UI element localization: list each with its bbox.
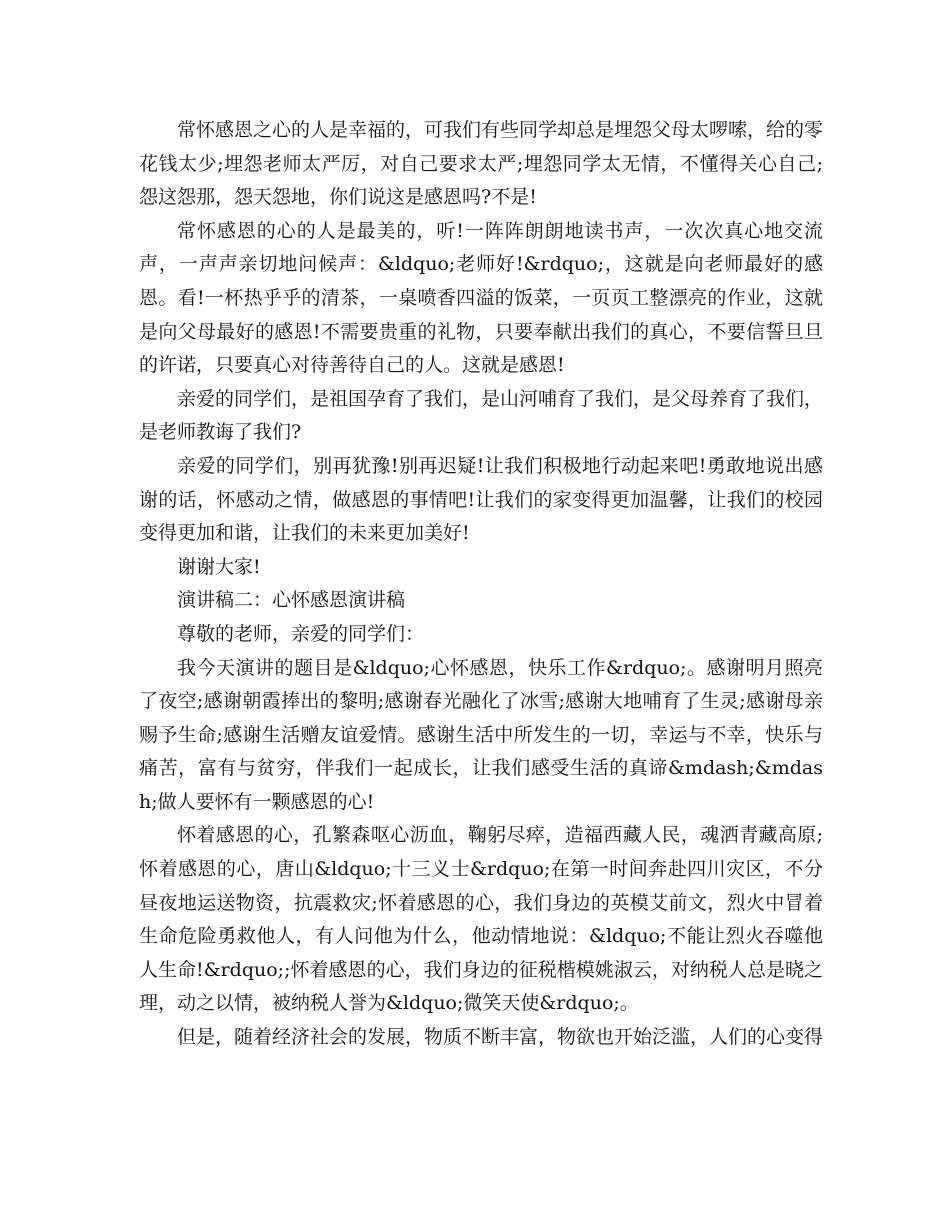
document-body — [139, 114, 823, 1055]
paragraph: 常怀感恩之心的人是幸福的，可我们有些同学却总是埋怨父母太啰嗦，给的零花钱太少;埋怨老师太严厉，对自己要求太严;埋怨同学太无情，不懂得关心自己;怨这怨那，怨天怨地，你们说这是感恩吗?不是! — [139, 119, 824, 209]
paragraph: 谢谢大家! — [177, 555, 261, 578]
paragraph: 怀着感恩的心，孔繁森呕心沥血，鞠躬尽瘁，造福西藏人民，魂洒青藏高原;怀着感恩的心，唐山&ldquo;十三义士&rdquo;在第一时间奔赴四川灾区，不分昼夜地运送物资，抗震救灾;怀着感恩的心，我们身边的英模艾前文，烈火中冒着生命危险勇救他人，有人问他为什么，他动情地说：&ldquo;不能让烈火吞噬他人生命!&rdquo;;怀着感恩的心，我们身边的征税楷模姚淑云，对纳税人总是晓之理，动之以情，被纳税人誉为&ldquo;微笑天使&rdquo;。 — [139, 824, 823, 1015]
section-heading: 演讲稿二：心怀感恩演讲稿 — [177, 589, 406, 612]
paragraph: 亲爱的同学们，是祖国孕育了我们，是山河哺育了我们，是父母养育了我们，是老师教诲了我们? — [139, 387, 824, 444]
salutation: 尊敬的老师，亲爱的同学们： — [177, 622, 425, 645]
paragraph: 但是，随着经济社会的发展，物质不断丰富，物欲也开始泛滥，人们的心变得 — [177, 1026, 824, 1049]
paragraph: 亲爱的同学们，别再犹豫!别再迟疑!让我们积极地行动起来吧!勇敢地说出感谢的话，怀感动之情，做感恩的事情吧!让我们的家变得更加温馨，让我们的校园变得更加和谐，让我们的未来更加美好! — [139, 454, 823, 545]
paragraph: 常怀感恩的心的人是最美的，听!一阵阵朗朗地读书声，一次次真心地交流声，一声声亲切地问候声：&ldquo;老师好!&rdquo;，这就是向老师最好的感恩。看!一杯热乎乎的清茶，一桌喷香四溢的饭菜，一页页工整漂亮的作业，这就是向父母最好的感恩!不需要贵重的礼物，只要奉献出我们的真心，不要信誓旦旦的许诺，只要真心对待善待自己的人。这就是感恩! — [139, 219, 823, 377]
paragraph: 我今天演讲的题目是&ldquo;心怀感恩，快乐工作&rdquo;。感谢明月照亮了夜空;感谢朝霞捧出的黎明;感谢春光融化了冰雪;感谢大地哺育了生灵;感谢母亲赐予生命;感谢生活赠友谊爱情。感谢生活中所发生的一切，幸运与不幸，快乐与痛苦，富有与贫穷，伴我们一起成长，让我们感受生活的真谛&mdash;&mdash;做人要怀有一颗感恩的心! — [139, 656, 823, 813]
